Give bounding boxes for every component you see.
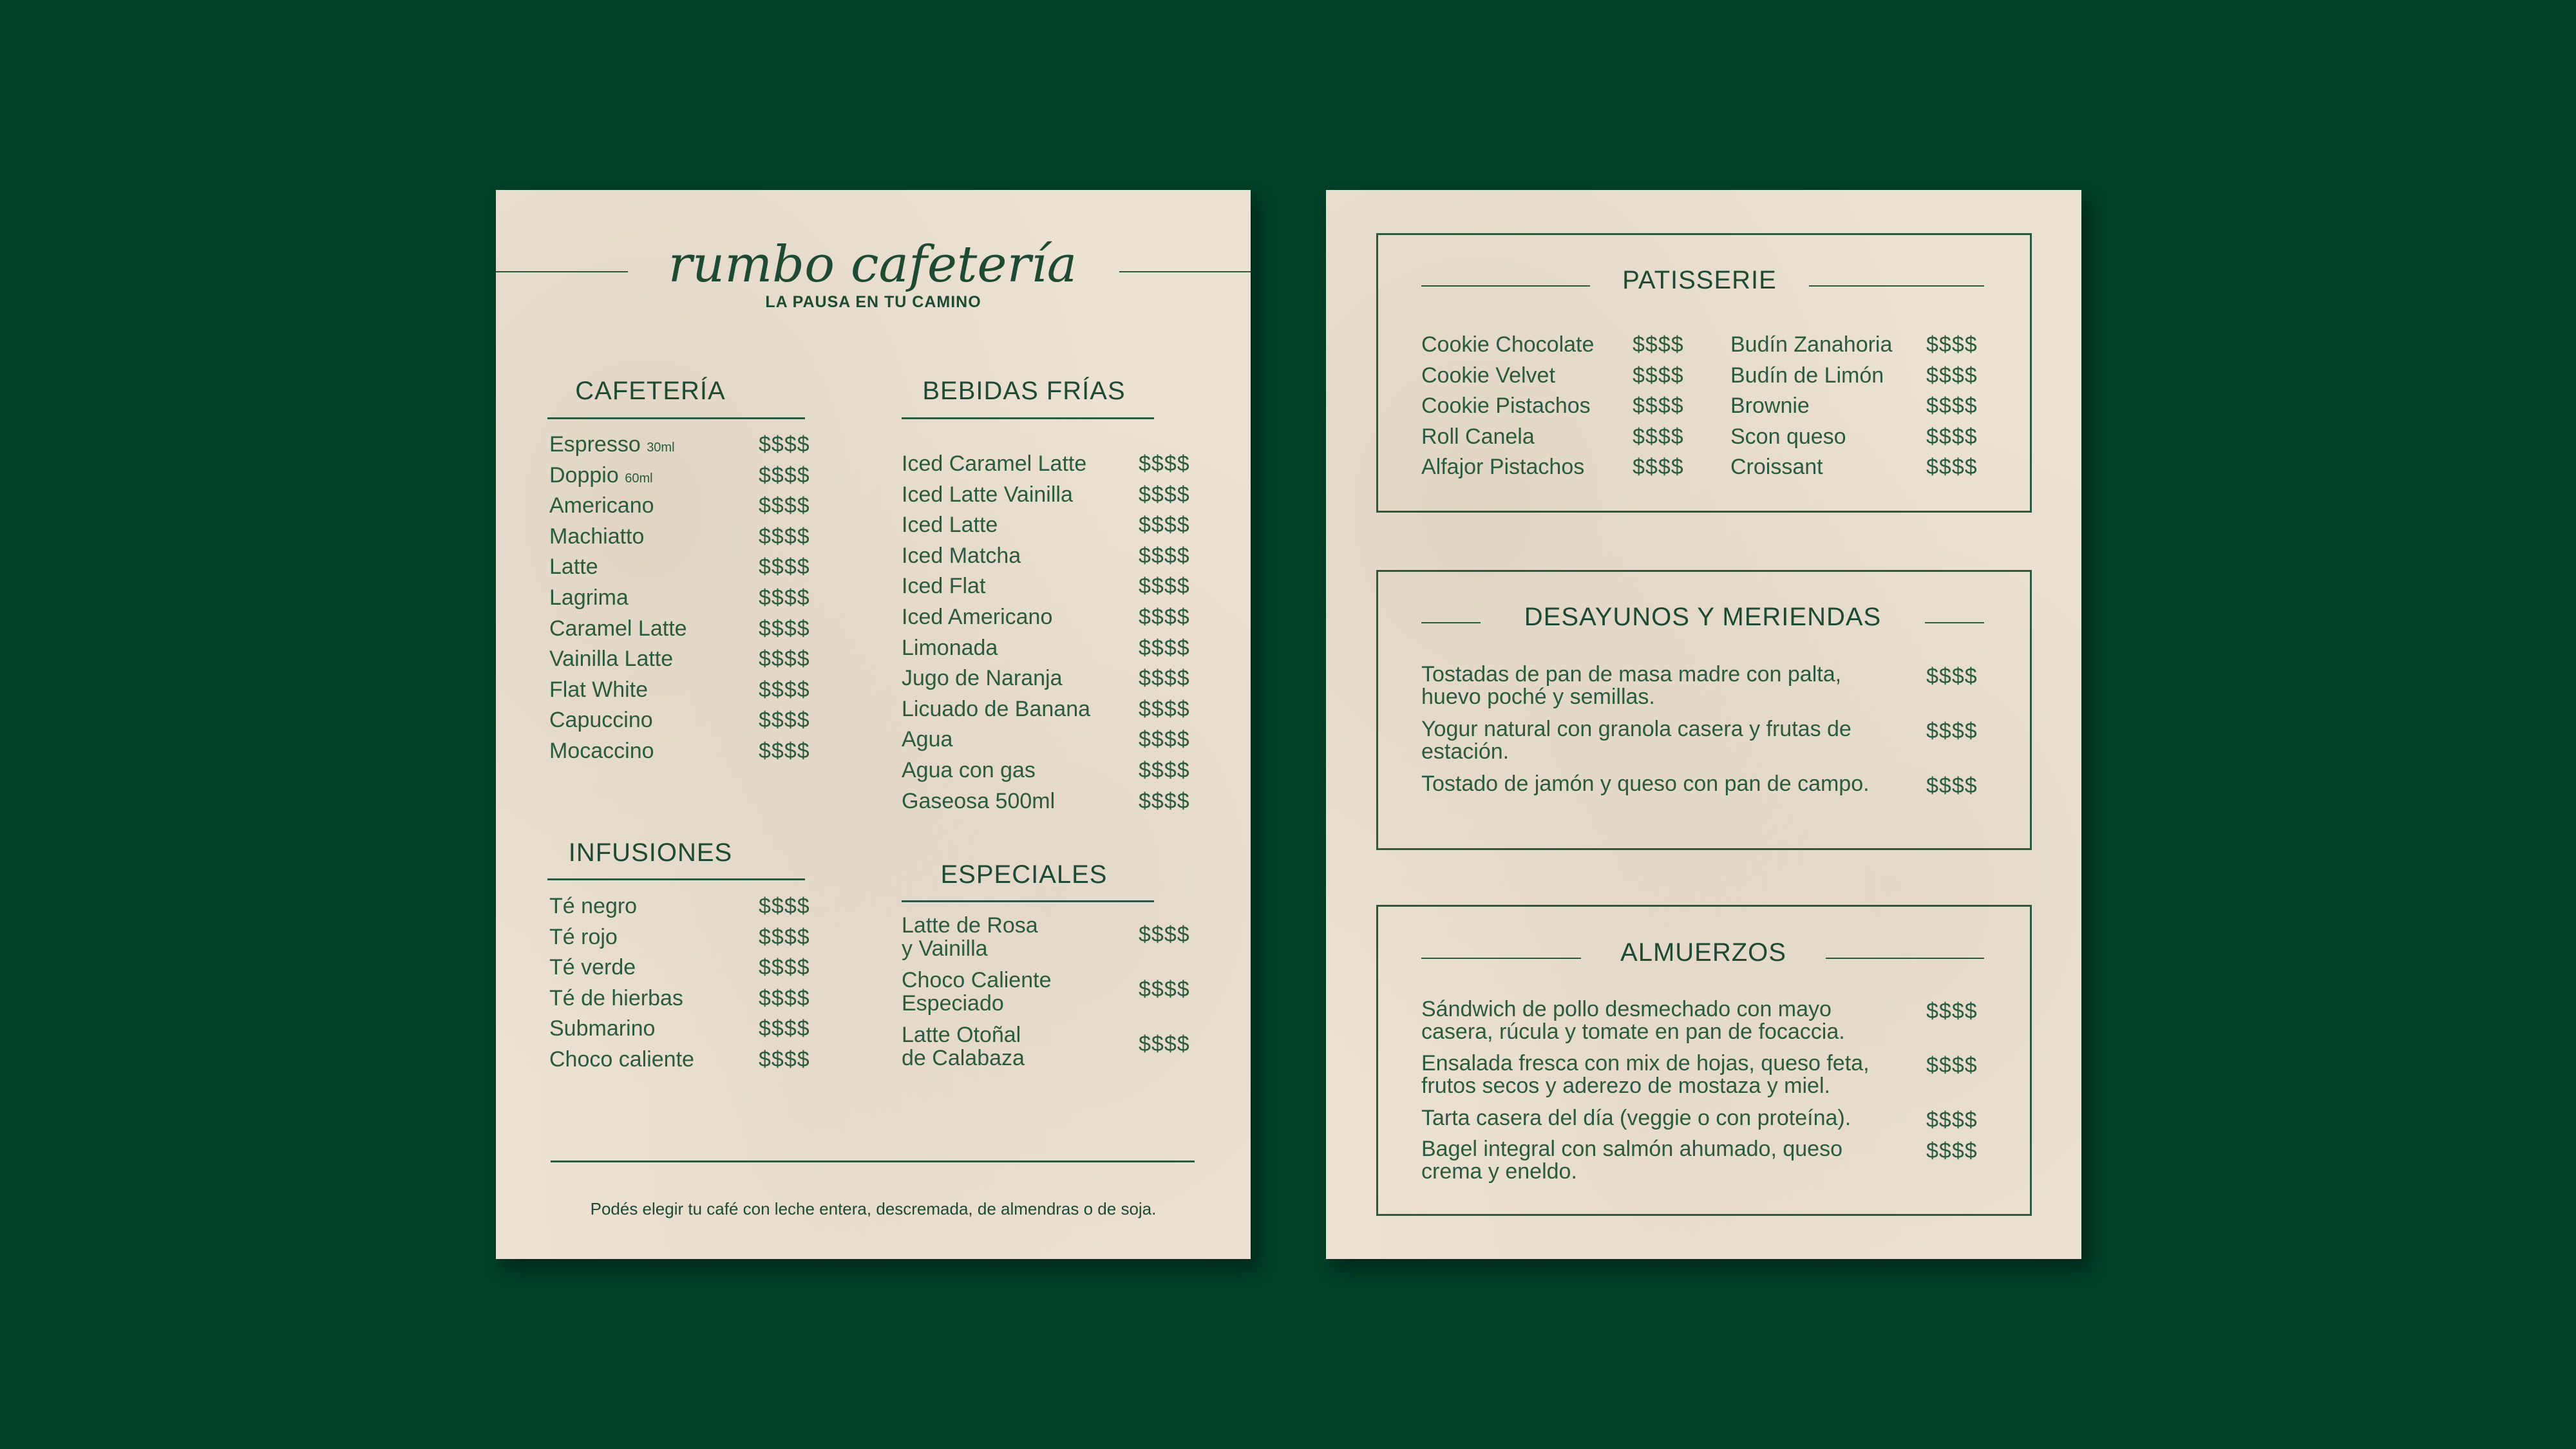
item-name-line1: Latte Otoñal [902, 1023, 1021, 1047]
item-price: $$$$ [1139, 574, 1190, 599]
section-title-patisserie: PATISSERIE [1622, 266, 1777, 294]
item-name: Iced Flat [902, 574, 986, 599]
item-name-line1: Latte de Rosa [902, 913, 1038, 938]
menu-item-name [549, 985, 683, 1011]
item-price: $$$$ [1139, 666, 1190, 691]
item-price: $$$$ [1139, 482, 1190, 507]
header-rule-left [496, 271, 628, 272]
item-name: Cookie Chocolate [1421, 332, 1595, 357]
menu-item-name [902, 757, 1036, 783]
item-name: Limonada [902, 635, 998, 660]
item-price: $$$$ [759, 647, 810, 672]
menu-item-name [902, 451, 1086, 477]
menu-item-description: Bagel integral con salmón ahumado, queso crema y eneldo. [1421, 1137, 1842, 1184]
menu-item-name [549, 677, 648, 703]
item-name: Té rojo [549, 924, 618, 949]
brand-tagline: LA PAUSA EN TU CAMINO [765, 293, 981, 311]
item-name: Té negro [549, 894, 638, 918]
item-price: $$$$ [1139, 696, 1190, 721]
menu-item-description: Tarta casera del día (veggie o con proteína). [1421, 1106, 1852, 1130]
menu-item-name [1730, 393, 1810, 419]
menu-item-name [549, 1046, 694, 1072]
menu-item-name [1421, 332, 1594, 357]
item-name: Gaseosa 500ml [902, 788, 1056, 813]
item-price: $$$$ [759, 1016, 810, 1041]
section-title-especiales: ESPECIALES [940, 860, 1108, 889]
section-rule [902, 417, 1154, 419]
menu-item-name [1421, 393, 1591, 419]
menu-item-name [902, 726, 952, 752]
menu-item-name [1421, 363, 1555, 388]
item-name: Licuado de Banana [902, 696, 1091, 721]
section-rule [1421, 285, 1590, 287]
section-rule [547, 878, 805, 880]
item-name-line2: y Vainilla [902, 936, 988, 961]
item-name: Té verde [549, 955, 636, 980]
item-price: $$$$ [1926, 1053, 1978, 1077]
footer-rule [551, 1160, 1195, 1162]
menu-item-name [549, 493, 654, 518]
item-price: $$$$ [1139, 605, 1190, 629]
item-price: $$$$ [1139, 451, 1190, 476]
item-name: Agua con gas [902, 758, 1036, 782]
item-price: $$$$ [1926, 455, 1978, 480]
item-price: $$$$ [1633, 393, 1684, 419]
item-price: $$$$ [1926, 332, 1978, 357]
item-name: Croissant [1730, 455, 1823, 480]
item-size: 60ml [625, 471, 653, 486]
item-price: $$$$ [1139, 513, 1190, 538]
item-name: Cookie Velvet [1421, 363, 1555, 388]
item-name: Lagrima [549, 585, 629, 610]
menu-item-description: Tostadas de pan de masa madre con palta, huevo poché y semillas. [1421, 662, 1842, 709]
item-name: Flat White [549, 677, 649, 702]
menu-item-name [902, 604, 1052, 630]
menu-item-name [549, 462, 653, 491]
menu-page-right [1326, 190, 2081, 1259]
item-name: Latte [549, 554, 598, 580]
item-name: Scon queso [1730, 424, 1846, 449]
item-name: Agua [902, 727, 953, 752]
section-rule [1421, 958, 1581, 959]
menu-page-left [496, 190, 1251, 1259]
item-price: $$$$ [759, 924, 810, 949]
item-price: $$$$ [1926, 424, 1978, 449]
item-price: $$$$ [1926, 664, 1978, 688]
menu-item-name [902, 512, 998, 538]
item-price: $$$$ [1633, 424, 1684, 449]
menu-item-name [1421, 424, 1535, 450]
item-price: $$$$ [759, 585, 810, 610]
item-name: Iced Matcha [902, 543, 1021, 568]
item-price: $$$$ [759, 524, 810, 549]
section-title-infusiones: INFUSIONES [568, 838, 733, 867]
menu-item-name [902, 914, 1038, 960]
item-name: Iced Latte Vainilla [902, 482, 1073, 507]
menu-item-name [549, 431, 675, 460]
item-name: Budín Zanahoria [1730, 332, 1893, 357]
item-name: Cookie Pistachos [1421, 393, 1591, 419]
item-price: $$$$ [1926, 1108, 1978, 1132]
menu-item-description: Sándwich de pollo desmechado con mayo casera, rúcula y tomate en pan de focaccia. [1421, 997, 1845, 1044]
item-price: $$$$ [759, 708, 810, 733]
menu-item-name [1730, 363, 1884, 388]
item-name: Espresso [549, 432, 641, 457]
section-rule [1809, 285, 1984, 287]
item-name: Brownie [1730, 393, 1810, 419]
section-title-desayunos: DESAYUNOS Y MERIENDAS [1524, 603, 1882, 631]
item-size: 30ml [647, 440, 675, 455]
svg-text:rumbo cafetería: rumbo cafetería [668, 236, 1077, 294]
item-name: Doppio [549, 462, 619, 488]
item-name: Jugo de Naranja [902, 666, 1063, 691]
menu-item-name [902, 482, 1073, 507]
item-price: $$$$ [759, 739, 810, 763]
item-price: $$$$ [759, 616, 810, 641]
section-title-almuerzos: ALMUERZOS [1620, 938, 1786, 967]
item-price: $$$$ [1139, 758, 1190, 782]
item-price: $$$$ [1139, 922, 1190, 947]
section-rule [547, 417, 805, 419]
item-name: Iced Caramel Latte [902, 451, 1087, 476]
menu-item-name [1730, 332, 1892, 357]
section-rule [1826, 958, 1984, 959]
item-name-line1: Choco Caliente [902, 968, 1052, 992]
item-name-line2: de Calabaza [902, 1046, 1025, 1070]
item-price: $$$$ [1926, 363, 1978, 388]
menu-item-name [902, 696, 1090, 722]
item-price: $$$$ [1633, 455, 1684, 480]
menu-item-name [549, 646, 673, 672]
item-name: Mocaccino [549, 739, 654, 763]
item-price: $$$$ [1926, 1139, 1978, 1163]
menu-item-description: Tostado de jamón y queso con pan de campo. [1421, 772, 1870, 796]
item-price: $$$$ [1139, 635, 1190, 660]
item-price: $$$$ [1139, 727, 1190, 752]
item-price: $$$$ [759, 493, 810, 518]
item-price: $$$$ [1926, 999, 1978, 1023]
item-name: Budín de Limón [1730, 363, 1884, 388]
header-rule-right [1119, 271, 1251, 272]
item-name: Caramel Latte [549, 616, 687, 641]
item-name: Capuccino [549, 708, 653, 733]
item-price: $$$$ [1926, 773, 1978, 798]
item-price: $$$$ [1139, 543, 1190, 568]
item-name: Vainilla Latte [549, 647, 674, 672]
item-name: Americano [549, 493, 654, 518]
menu-item-name [549, 585, 629, 611]
menu-item-name [902, 969, 1051, 1015]
menu-item-name [902, 573, 985, 599]
item-price: $$$$ [1633, 363, 1684, 388]
menu-item-name [902, 788, 1055, 814]
section-rule [1925, 622, 1984, 623]
menu-item-name [902, 1023, 1025, 1070]
item-name: Choco caliente [549, 1047, 694, 1072]
item-name: Alfajor Pistachos [1421, 455, 1585, 480]
item-price: $$$$ [759, 1047, 810, 1072]
menu-item-name [902, 543, 1021, 569]
menu-item-name [902, 635, 998, 661]
menu-item-description: Yogur natural con granola casera y frutas de estación. [1421, 717, 1852, 764]
item-name: Roll Canela [1421, 424, 1535, 449]
item-price: $$$$ [1139, 788, 1190, 813]
item-name: Iced Latte [902, 513, 998, 538]
section-title-cafeteria: CAFETERÍA [575, 377, 726, 405]
item-price: $$$$ [1926, 393, 1978, 419]
item-price: $$$$ [759, 432, 810, 457]
menu-item-name [549, 738, 654, 764]
menu-item-name [1730, 424, 1846, 450]
item-price: $$$$ [1139, 977, 1190, 1001]
menu-item-name [549, 524, 644, 549]
footer-note: Podés elegir tu café con leche entera, descremada, de almendras o de soja. [590, 1199, 1157, 1218]
menu-item-name [549, 707, 653, 733]
menu-item-name [902, 665, 1063, 691]
section-title-bebidas-frias: BEBIDAS FRÍAS [922, 377, 1126, 405]
menu-item-name [1730, 454, 1823, 480]
item-price: $$$$ [759, 955, 810, 980]
menu-item-name [549, 554, 598, 580]
item-price: $$$$ [1139, 1032, 1190, 1056]
item-name-line2: Especiado [902, 991, 1004, 1016]
menu-item-name [549, 893, 637, 919]
item-name: Submarino [549, 1016, 656, 1041]
item-price: $$$$ [1633, 332, 1684, 357]
menu-item-name [549, 924, 618, 950]
item-price: $$$$ [759, 894, 810, 918]
menu-item-description: Ensalada fresca con mix de hojas, queso feta, frutos secos y aderezo de mostaza y miel. [1421, 1051, 1870, 1098]
item-name: Iced Americano [902, 605, 1053, 629]
item-name: Té de hierbas [549, 985, 683, 1010]
brand-logo [638, 229, 1108, 299]
menu-item-name [1421, 454, 1584, 480]
section-rule [1421, 622, 1481, 623]
item-name: Machiatto [549, 524, 645, 549]
menu-item-name [549, 1016, 655, 1041]
section-rule [902, 900, 1154, 902]
item-price: $$$$ [759, 985, 810, 1010]
item-price: $$$$ [1926, 719, 1978, 743]
menu-item-name [549, 954, 636, 980]
item-price: $$$$ [759, 677, 810, 702]
item-price: $$$$ [759, 462, 810, 488]
menu-item-name [549, 616, 687, 641]
item-price: $$$$ [759, 554, 810, 580]
